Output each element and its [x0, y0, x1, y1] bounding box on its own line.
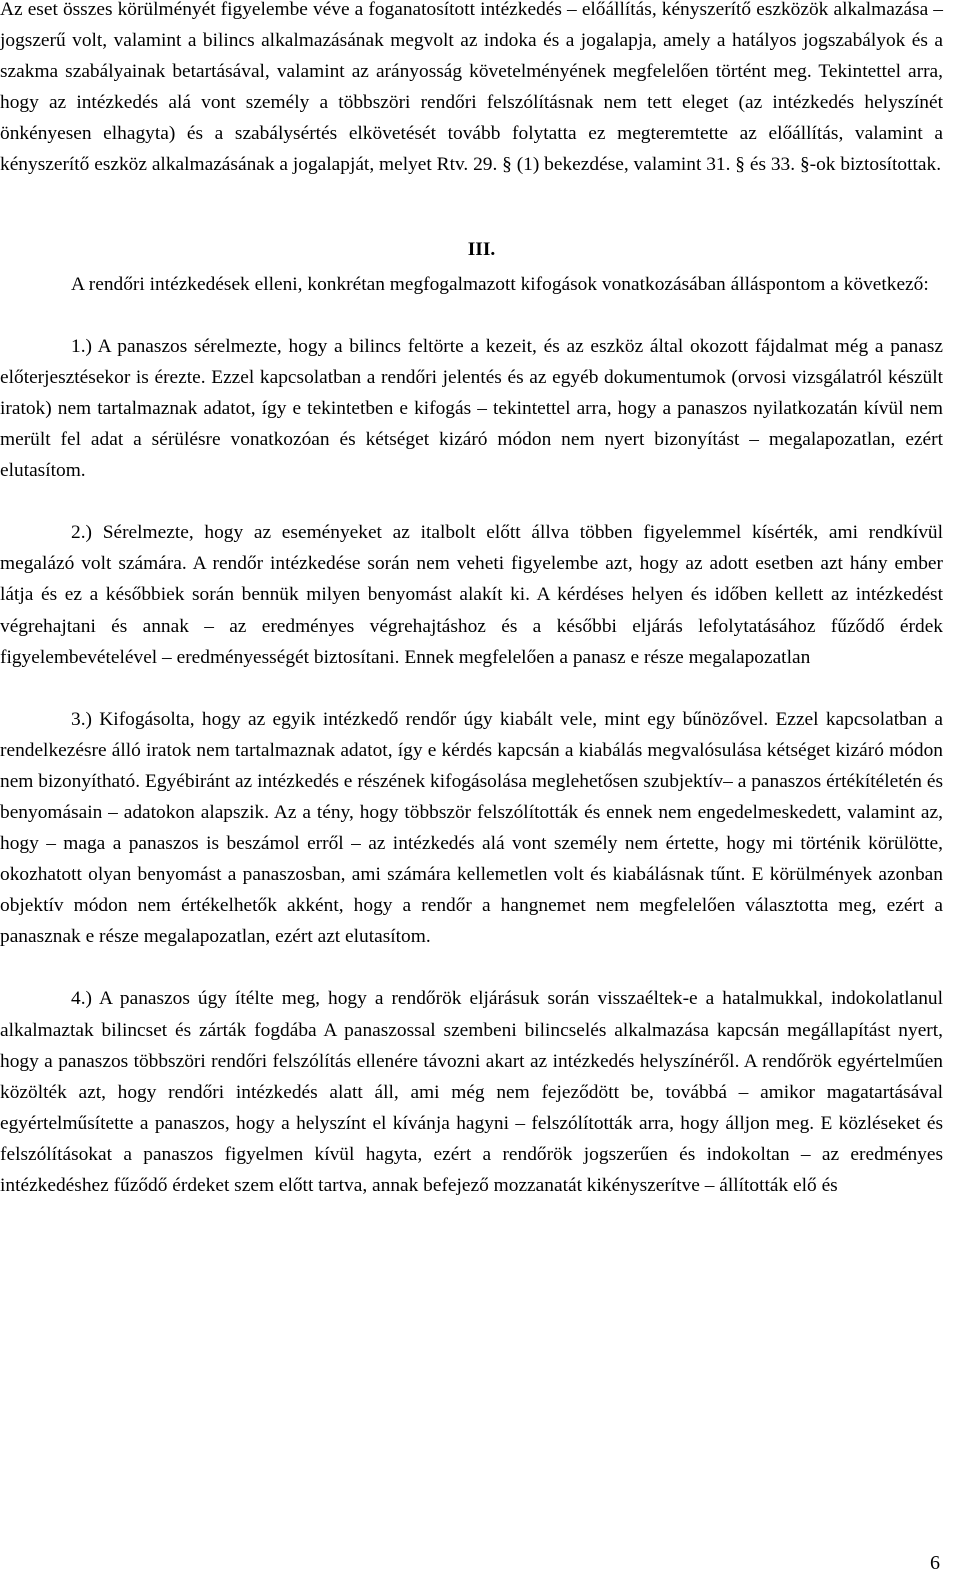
section-intro-paragraph: A rendőri intézkedések elleni, konkrétan megfogalmazott kifogások vonatkozásában álláspontom a következő: — [71, 273, 929, 295]
paragraph-spacer — [0, 673, 943, 704]
item-paragraph-4: 4.) A panaszos úgy ítélte meg, hogy a rendőrök eljárásuk során visszaéltek-e a hatalmukkal, indokolatlanul alkalmaztak bilincset és zárták fogdába A panaszossal szembeni bilincselés alkalmazása kapcsán megállapítást nyert, hogy a panaszos többszöri rendőri felszólítás ellenére távozni akart az intézkedés helyszínéről. A rendőrök egyértelműen közölték azt, hogy rendőri intézkedés alatt áll, ami még nem fejeződött be, továbbá – amikor magatartásával egyértelműsítette a panaszos, hogy a helyszínt el kívánja hagyni – felszólították arra, hogy álljon meg. E közléseket és felszólításokat a panaszos figyelmen kívül hagyta, ezért a rendőrök jogszerűen és indokoltan – az eredményes intézkedéshez fűződő érdeket szem előtt tartva, annak befejező mozzanatát kikényszerítve – állították elő és — [0, 988, 943, 1196]
paragraph-spacer — [0, 952, 943, 983]
section-spacer — [0, 181, 943, 234]
intro-paragraph: Az eset összes körülményét figyelembe véve a foganatosított intézkedés – előállítás, kényszerítő eszközök alkalmazása – jogszerű volt, valamint a bilincs alkalmazásának megvolt az indoka és a jogalapja, amely a hatályos jogszabályok és a szakma szabályainak betartásával, valamint az arányosság követelményének megfelelően történt meg. Tekintettel arra, hogy az intézkedés alá vont személy a többszöri rendőri felszólításnak nem tett eleget (az intézkedés helyszínét önkényesen elhagyta) és a szabálysértés elkövetését tovább folytatta ez megteremtette az előállítás, valamint a kényszerítő eszköz alkalmazásának a jogalapját, melyet Rtv. 29. § (1) bekezdése, valamint 31. § és 33. §-ok biztosítottak. — [0, 0, 943, 176]
paragraph-spacer — [0, 486, 943, 517]
item-paragraph-2: 2.) Sérelmezte, hogy az eseményeket az italbolt előtt állva többen figyelemmel kísérték, ami rendkívül megalázó volt számára. A rendőr intézkedése során nem veheti figyelembe azt, hogy az adott esetben azt hány ember látja és ez a későbbiek során bennük milyen benyomást alakít ki. A kérdéses helyen és időben kellett az intézkedést végrehajtani és annak – az eredményes végrehajtáshoz és a későbbi eljárás lefolytatásához fűződő érdek figyelembevételével – eredményességét biztosítani. Ennek megfelelően a panasz e része megalapozatlan — [0, 522, 943, 668]
page-number: 6 — [930, 1552, 940, 1574]
paragraph-spacer — [0, 300, 943, 331]
item-paragraph-1: 1.) A panaszos sérelmezte, hogy a bilincs feltörte a kezeit, és az eszköz által okozott fájdalmat még a panasz előterjesztésekor is érezte. Ezzel kapcsolatban a rendőri jelentés és az egyéb dokumentumok (orvosi vizsgálatról készült iratok) nem tartalmaznak adatot, így e tekintetben e kifogás – tekintettel arra, hogy a panaszos nyilatkozatán kívül nem merült fel adat a sérülésre vonatkozóan és kétséget kizáró módon nem nyert bizonyítást – megalapozatlan, ezért elutasítom. — [0, 335, 943, 482]
section-heading: III. — [467, 238, 496, 260]
item-paragraph-3: 3.) Kifogásolta, hogy az egyik intézkedő rendőr úgy kiabált vele, mint egy bűnözővel. Ezzel kapcsolatban a rendelkezésre álló iratok nem tartalmaznak adatot, így e kérdés kapcsán a kiabálás megvalósulása kétséget kizáró módon nem bizonyítható. Egyébiránt az intézkedés e részének kifogásolása meglehetősen szubjektív– a panaszos értékítéletén és benyomásain – adatokon alapszik. Az a tény, hogy többször felszólították és ennek nem engedelmeskedett, valamint az, hogy – maga a panaszos is beszámol erről – az intézkedés alá vont személy nem értette, hogy mi történik körülötte, okozhatott olyan benyomást a panaszosban, ami számára kellemetlen volt és kiabálásnak tűnt. E körülmények azonban objektív módon nem értékelhetők akként, hogy a rendőr a hangnemet nem megfelelően választotta meg, ezért a panasznak e része megalapozatlan, ezért azt elutasítom. — [0, 708, 943, 948]
